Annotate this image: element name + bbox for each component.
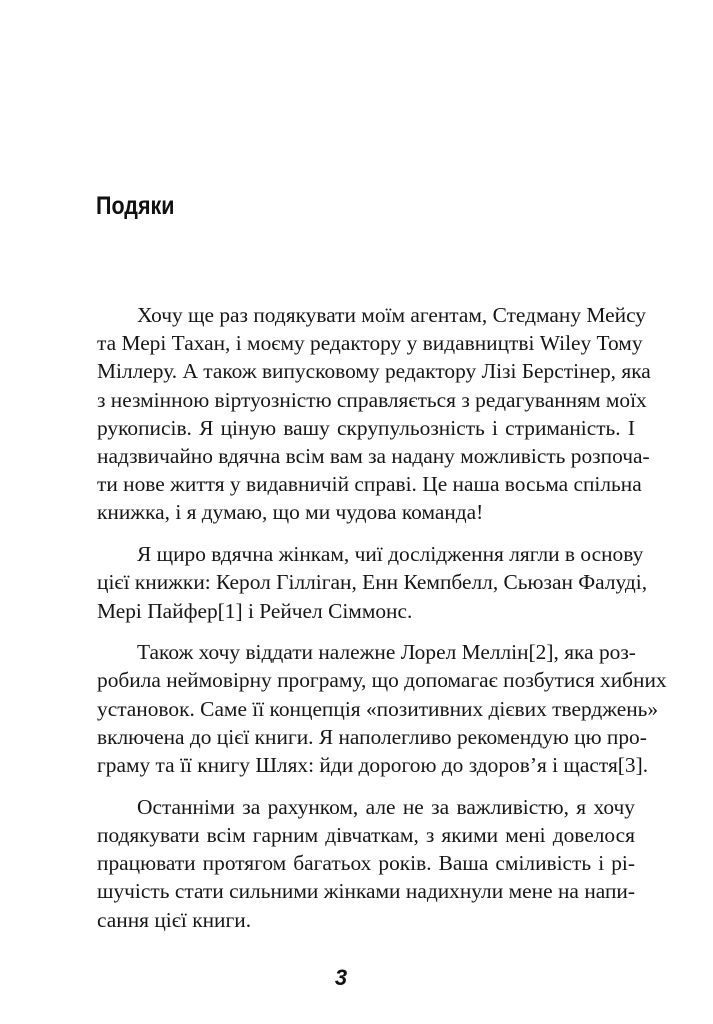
text-line: рукописів. Я ціную вашу скрупульозність і стриманість. І — [97, 415, 635, 440]
text-line: працювати протягом багатьох років. Ваша сміливість і рі- — [97, 851, 635, 876]
paragraph-researchers — [57, 540, 648, 625]
text-line: граму та її книгу Шлях: йди дорогою до здоров’я і щастя[3]. — [97, 753, 649, 778]
text-line: робила неймовірну програму, що допомагає позбутися хибних — [97, 668, 667, 693]
text-line: установок. Саме її концепція «позитивних дієвих тверджень» — [97, 696, 659, 721]
paragraph-mellin — [57, 638, 667, 779]
text-line: надзвичайно вдячна всім вам за надану можливість розпоча- — [97, 444, 650, 469]
text-line: Також хочу віддати належне Лорел Меллін[2], яка роз- — [137, 640, 636, 665]
text-line: сання цієї книги. — [97, 907, 252, 932]
page-number: 3 — [334, 965, 348, 990]
text-line: подякувати всім гарним дівчаткам, з якими мені довелося — [97, 822, 635, 847]
text-line: ти нове життя у видавничій справі. Це наша восьма спільна — [97, 472, 642, 497]
text-line: з незмінною віртуозністю справляється з редагуванням моїх — [97, 387, 647, 412]
text-line: книжка, і я думаю, що ми чудова команда! — [97, 500, 484, 525]
text-line: та Мері Тахан, і моєму редактору у видавництві Wiley Тому — [97, 331, 643, 356]
paragraph-girls — [57, 793, 635, 934]
paragraph-agents — [57, 301, 651, 527]
text-line: Я щиро вдячна жінкам, чиї дослідження лягли в основу — [137, 542, 644, 567]
text-line: Мері Пайфер[1] і Рейчел Сіммонс. — [97, 598, 413, 623]
acknowledgements-text — [57, 301, 667, 947]
text-line: включена до цієї книги. Я наполегливо рекомендую цю про- — [97, 724, 647, 749]
text-line: Міллеру. А також випусковому редактору Лізі Берстінер, яка — [97, 359, 651, 384]
section-heading: Подяки — [96, 192, 175, 220]
text-line: цієї книжки: Керол Гілліган, Енн Кемпбелл, Сьюзан Фалуді, — [97, 570, 648, 595]
text-line: Хочу ще раз подякувати моїм агентам, Стедману Мейсу — [137, 303, 646, 327]
text-line: Останніми за рахунком, але не за важливістю, я хочу — [137, 794, 635, 819]
text-line: шучість стати сильними жінками надихнули мене на напи- — [97, 879, 635, 904]
